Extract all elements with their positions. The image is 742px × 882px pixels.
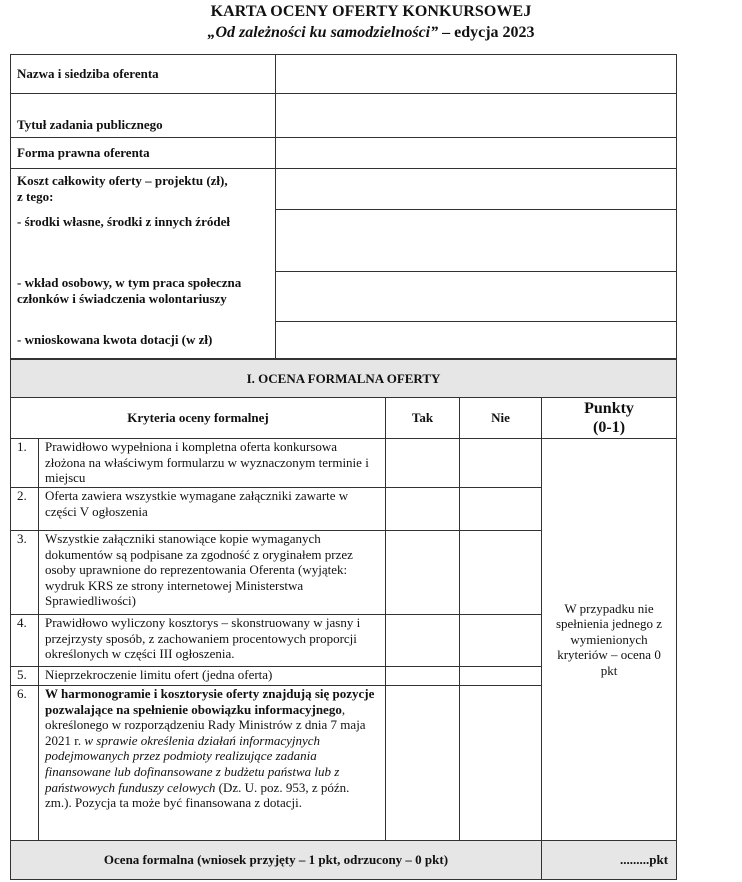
formal-assessment-footer: Ocena formalna (wniosek przyjęty – 1 pkt, odrzucony – 0 pkt): [11, 841, 542, 880]
personal-contribution-field[interactable]: [276, 272, 677, 322]
criterion-yes-cell[interactable]: [386, 439, 460, 488]
offer-info-table: [10, 54, 677, 359]
criterion-no-cell[interactable]: [460, 615, 542, 667]
grant-amount-field[interactable]: [276, 322, 677, 359]
criterion-number: 1.: [11, 439, 39, 488]
document-subtitle: [0, 24, 742, 42]
criterion-no-cell[interactable]: [460, 488, 542, 531]
criterion-text: Oferta zawiera wszystkie wymagane załączniki zawarte w części V ogłoszenia: [39, 488, 386, 531]
offer-name-label: Nazwa i siedziba oferenta: [11, 55, 276, 94]
criterion-number: 5.: [11, 667, 39, 686]
criterion-plain-text: (Dz. U. poz. 953, z późn. zm.). Pozycja ta może być finansowana z dotacji.: [45, 779, 350, 811]
criterion-yes-cell[interactable]: [386, 488, 460, 531]
subtitle-edition: – edycja 2023: [438, 24, 535, 41]
criterion-number: 4.: [11, 615, 39, 667]
task-title-label: Tytuł zadania publicznego: [11, 94, 276, 138]
criteria-column-header: Kryteria oceny formalnej: [11, 398, 386, 439]
document-title: KARTA OCENY OFERTY KONKURSOWEJ: [210, 3, 532, 20]
no-column-header: Nie: [460, 398, 542, 439]
legal-form-label: Forma prawna oferenta: [11, 138, 276, 169]
criterion-text: Prawidłowo wypełniona i kompletna oferta konkursowa złożona na właściwym formularzu w wyznaczonym terminie i miejscu: [39, 439, 386, 488]
subtitle-italic: „Od zależności ku samodzielności”: [207, 24, 439, 41]
criterion-number: 3.: [11, 531, 39, 615]
points-header-line1: Punkty: [584, 400, 634, 417]
points-note: W przypadku nie spełnienia jednego z wymienionych kryteriów – ocena 0 pkt: [542, 439, 677, 841]
total-cost-label: [11, 169, 276, 210]
criterion-plain-text: , określonego w rozporządzeniu Rady Ministrów z dnia 7 maja 2021 r.: [45, 701, 366, 748]
total-cost-label-line1: Koszt całkowity oferty – projektu (zł),: [17, 173, 228, 188]
criterion-yes-cell[interactable]: [386, 686, 460, 841]
yes-column-header: Tak: [386, 398, 460, 439]
total-cost-label-line2: z tego:: [17, 189, 54, 204]
own-funds-field[interactable]: [276, 210, 677, 272]
criterion-no-cell[interactable]: [460, 439, 542, 488]
criterion-text: Nieprzekroczenie limitu ofert (jedna oferta): [39, 667, 386, 686]
own-funds-label: - środki własne, środki z innych źródeł: [11, 210, 276, 272]
criterion-yes-cell[interactable]: [386, 667, 460, 686]
criterion-text: Wszystkie załączniki stanowiące kopie wymaganych dokumentów są podpisane za zgodność z oryginałem przez osoby uprawnione do reprezentowania Oferenta (wyjątek: wydruk KRS ze strony internetowej Ministerstwa Sprawiedliwości): [39, 531, 386, 615]
criterion-no-cell[interactable]: [460, 667, 542, 686]
legal-form-field[interactable]: [276, 138, 677, 169]
personal-contribution-label: - wkład osobowy, w tym praca społeczna członków i świadczenia wolontariuszy: [11, 272, 276, 322]
criterion-bold-text: W harmonogramie i kosztorysie oferty znajdują się pozycje pozwalające na spełnienie obowiązku informacyjnego: [45, 686, 375, 717]
criterion-no-cell[interactable]: [460, 531, 542, 615]
criterion-number: 6.: [11, 686, 39, 841]
criterion-italic-text: w sprawie określenia działań informacyjnych podejmowanych przez podmioty realizujące zadania finansowane lub dofinansowane z budżetu państwa lub z państwowych funduszy celowych: [45, 732, 340, 795]
formal-assessment-table: [10, 359, 677, 880]
total-cost-field[interactable]: [276, 169, 677, 210]
criterion-no-cell[interactable]: [460, 686, 542, 841]
points-header-line2: (0-1): [593, 419, 626, 436]
criterion-number: 2.: [11, 488, 39, 531]
criterion-yes-cell[interactable]: [386, 615, 460, 667]
criterion-row: [11, 439, 677, 488]
points-column-header: [542, 398, 677, 439]
offer-name-field[interactable]: [276, 55, 677, 94]
section-title: I. OCENA FORMALNA OFERTY: [11, 360, 677, 398]
task-title-field[interactable]: [276, 94, 677, 138]
criterion-text: Prawidłowo wyliczony kosztorys – skonstruowany w jasny i przejrzysty sposób, z zachowaniem procentowych proporcji określonych w części III ogłoszenia.: [39, 615, 386, 667]
criterion-text: [39, 686, 386, 841]
grant-amount-label: - wnioskowana kwota dotacji (w zł): [11, 322, 276, 359]
formal-points-field[interactable]: .........pkt: [542, 841, 677, 880]
criterion-yes-cell[interactable]: [386, 531, 460, 615]
